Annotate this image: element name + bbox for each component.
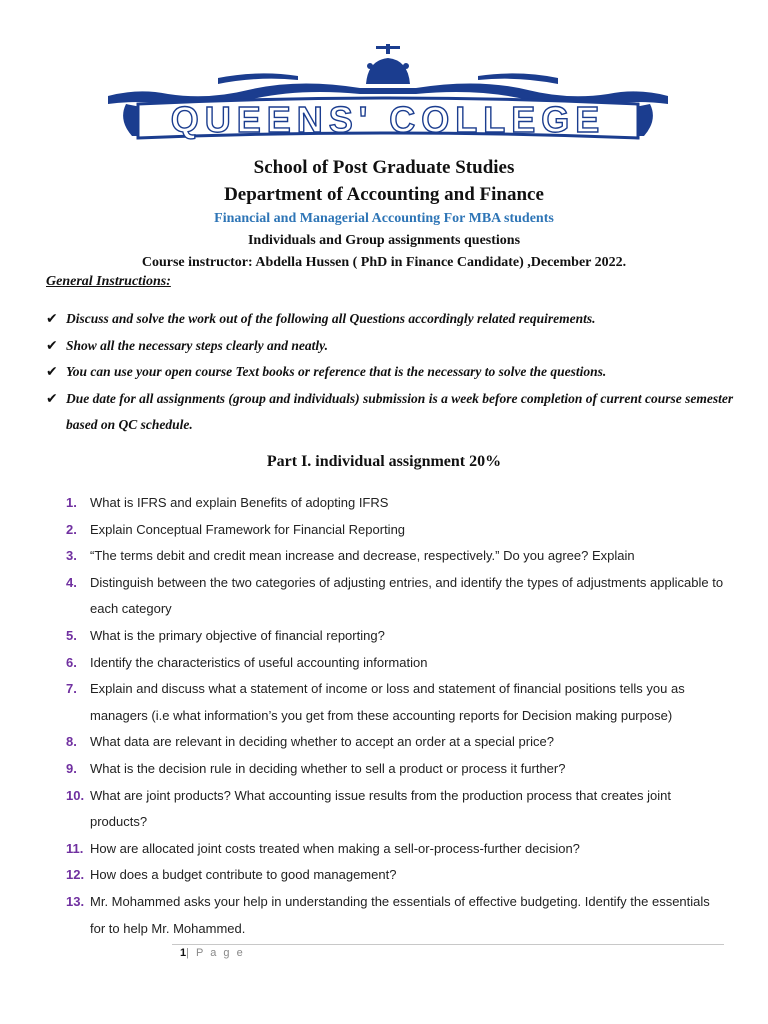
question-item: [66, 756, 726, 783]
checkmark-icon: ✔: [46, 390, 58, 407]
instruction-item: [46, 333, 736, 360]
question-item: [66, 623, 726, 650]
question-number: 5.: [66, 627, 77, 643]
question-number: 3.: [66, 548, 77, 564]
question-text: Mr. Mohammed asks your help in understanding the essentials of effective budgeting. Identify the essentials for to help Mr. Mohammed.: [90, 893, 710, 936]
question-number: 8.: [66, 734, 77, 750]
question-item: [66, 490, 726, 517]
instruction-text: Show all the necessary steps clearly and neatly.: [66, 337, 328, 353]
instruction-item: [46, 386, 736, 439]
checkmark-icon: ✔: [46, 364, 58, 380]
part-one-title: Part I. individual assignment 20%: [266, 453, 502, 470]
question-item: [66, 862, 726, 889]
instructor-line: [0, 255, 768, 271]
page-number: 1: [180, 947, 187, 959]
instruction-text: Due date for all assignments (group and individuals) submission is a week before completion of current course semester based on QC schedule.: [66, 390, 734, 432]
general-instructions-title: General Instructions:: [46, 274, 171, 289]
footer-divider: [172, 944, 724, 945]
question-text: Distinguish between the two categories of adjusting entries, and identify the types of adjustments applicable to each category: [90, 574, 724, 617]
instructor-label: Course instructor: [141, 255, 248, 270]
question-text: What are joint products? What accounting issue results from the production process that creates joint products?: [90, 787, 671, 830]
question-text: What is IFRS and explain Benefits of adopting IFRS: [90, 495, 389, 510]
logo-text: QUEENS' COLLEGE: [170, 99, 606, 140]
question-text: “The terms debit and credit mean increase and decrease, respectively.” Do you agree? Explain: [90, 548, 635, 564]
course-title: Financial and Managerial Accounting For MBA students: [214, 211, 554, 226]
instruction-text: You can use your open course Text books or reference that is the necessary to solve the questions.: [66, 364, 607, 379]
question-item: [66, 783, 726, 836]
page-footer: [180, 947, 245, 959]
question-item: [66, 650, 726, 677]
question-number: 13.: [66, 893, 85, 909]
question-item: [66, 889, 726, 942]
question-number: 7.: [66, 681, 77, 697]
question-number: 2.: [66, 521, 77, 537]
question-item: [66, 570, 726, 623]
question-text: Explain Conceptual Framework for Financial Reporting: [90, 521, 406, 537]
question-number: 4.: [66, 574, 77, 590]
question-item: [66, 836, 726, 863]
question-number: 10.: [66, 787, 85, 803]
instructions-list: [46, 306, 736, 439]
question-item: [66, 517, 726, 544]
question-text: What data are relevant in deciding whether to accept an order at a special price?: [90, 734, 554, 750]
question-number: 1.: [66, 495, 77, 510]
question-number: 9.: [66, 760, 77, 776]
checkmark-icon: ✔: [46, 311, 58, 327]
question-text: How does a budget contribute to good management?: [90, 867, 397, 883]
question-text: What is the primary objective of financial reporting?: [90, 627, 385, 643]
question-text: Explain and discuss what a statement of income or loss and statement of financial positions tells you as managers (i.e what information’s you get from these accounting reports for Decision making purpose): [90, 681, 685, 723]
question-item: [66, 729, 726, 756]
checkmark-icon: ✔: [46, 337, 58, 354]
question-text: What is the decision rule in deciding whether to sell a product or process it further?: [90, 760, 566, 776]
department-title: Department of Accounting and Finance: [224, 184, 544, 205]
question-number: 12.: [66, 867, 85, 883]
assignment-title: Individuals and Group assignments questions: [247, 233, 521, 248]
question-item: [66, 676, 726, 729]
page-label: | P a g e: [186, 947, 245, 959]
school-title: School of Post Graduate Studies: [253, 157, 515, 178]
instruction-item: [46, 306, 736, 333]
question-number: 6.: [66, 654, 77, 670]
question-list: [66, 490, 726, 942]
instruction-text: Discuss and solve the work out of the following all Questions accordingly related requirements.: [66, 311, 596, 326]
queens-college-logo: [98, 44, 678, 144]
question-number: 11.: [66, 840, 84, 856]
question-text: How are allocated joint costs treated when making a sell-or-process-further decision?: [90, 840, 580, 856]
instructor-value: : Abdella Hussen ( PhD in Finance Candidate) ,December 2022.: [248, 255, 627, 270]
question-item: [66, 543, 726, 570]
instruction-item: [46, 359, 736, 386]
question-text: Identify the characteristics of useful accounting information: [90, 654, 428, 670]
